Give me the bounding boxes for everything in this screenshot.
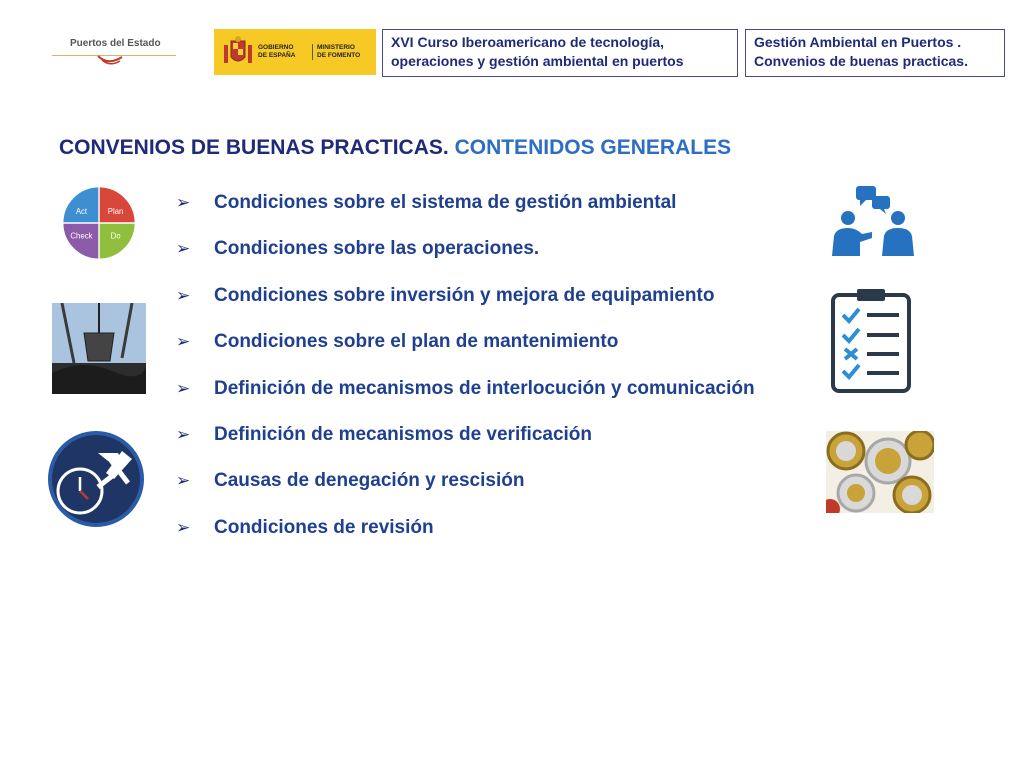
- topic-title-box: Gestión Ambiental en Puertos . Convenios de buenas practicas.: [745, 29, 1005, 77]
- checklist-clipboard-icon: [823, 287, 919, 395]
- puertos-swoosh-icon: [96, 54, 126, 66]
- arrow-bullet-icon: ➢: [176, 471, 191, 491]
- list-item: ➢ Condiciones sobre inversión y mejora de equipamiento: [176, 283, 755, 329]
- arrow-bullet-icon: ➢: [176, 285, 191, 305]
- coins-gears-image: [826, 431, 934, 513]
- gobierno-ministerio-logo: [214, 29, 376, 75]
- list-item: ➢ Condiciones sobre el plan de mantenimiento: [176, 329, 755, 375]
- list-item: ➢ Condiciones sobre las operaciones.: [176, 236, 755, 282]
- pdca-plan-label: Plan: [107, 207, 124, 217]
- crane-bucket-image: [52, 303, 146, 394]
- content-list: [176, 190, 755, 561]
- arrow-bullet-icon: ➢: [176, 424, 191, 444]
- list-item: ➢ Condiciones sobre el sistema de gestión ambiental: [176, 190, 755, 236]
- slide-title: [59, 136, 731, 160]
- pdca-cycle-icon: [60, 183, 138, 263]
- tools-clock-icon: [48, 431, 145, 528]
- puertos-del-estado-logo-text: Puertos del Estado: [70, 38, 161, 49]
- title-part-1: CONVENIOS DE BUENAS PRACTICAS.: [59, 136, 449, 159]
- people-talking-icon: [826, 184, 918, 258]
- course-title-box: XVI Curso Iberoamericano de tecnología, operaciones y gestión ambiental en puertos: [382, 29, 738, 77]
- title-part-2: CONTENIDOS GENERALES: [454, 136, 732, 159]
- pdca-act-label: Act: [75, 207, 88, 217]
- coat-of-arms-icon: [222, 35, 254, 69]
- list-item: ➢ Causas de denegación y rescisión: [176, 468, 755, 514]
- gobierno-text: GOBIERNO DE ESPAÑA: [258, 44, 296, 59]
- arrow-bullet-icon: ➢: [176, 517, 191, 537]
- pdca-do-label: Do: [110, 231, 121, 241]
- arrow-bullet-icon: ➢: [176, 332, 191, 352]
- list-item: ➢ Definición de mecanismos de verificación: [176, 422, 755, 468]
- list-item: ➢ Condiciones de revisión: [176, 515, 755, 561]
- arrow-bullet-icon: ➢: [176, 239, 191, 259]
- list-item: ➢ Definición de mecanismos de interlocución y comunicación: [176, 376, 755, 422]
- arrow-bullet-icon: ➢: [176, 193, 191, 212]
- arrow-bullet-icon: ➢: [176, 378, 191, 398]
- ministerio-text: MINISTERIO DE FOMENTO: [312, 44, 360, 60]
- pdca-check-label: Check: [70, 231, 93, 241]
